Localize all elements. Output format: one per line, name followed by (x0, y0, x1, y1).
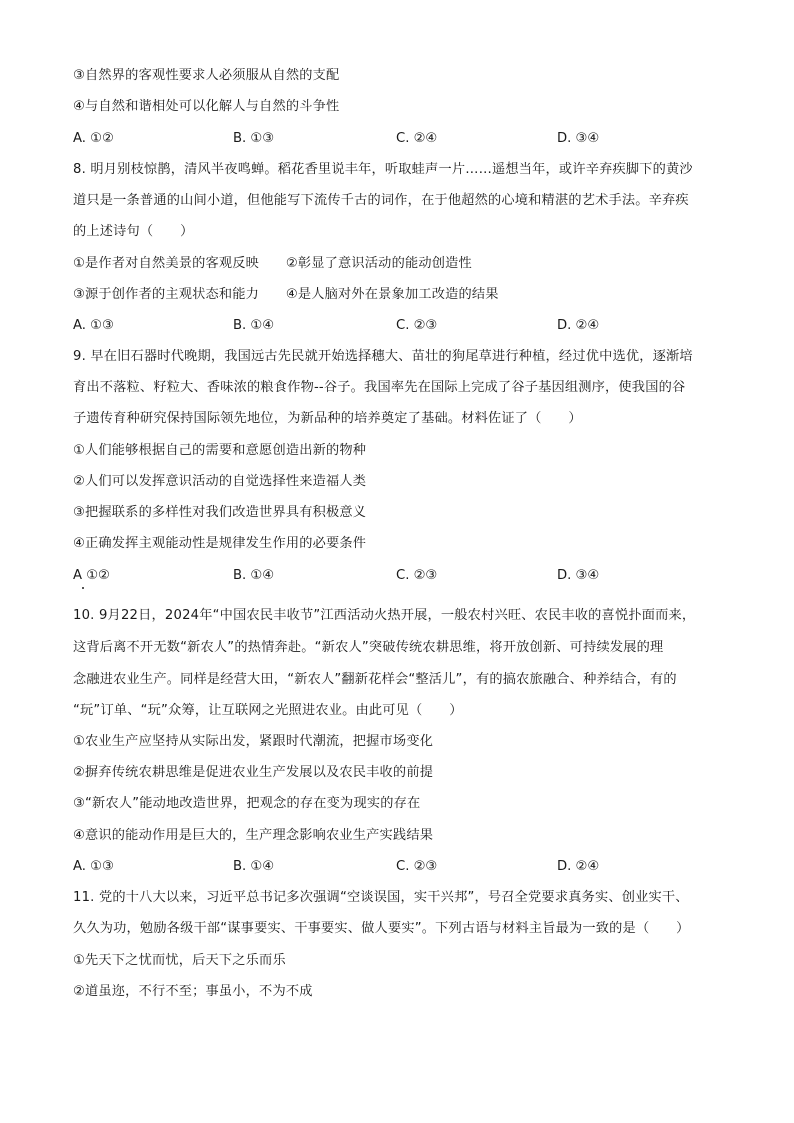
q10-option-a: A. ①③ (73, 859, 114, 874)
q10-item-1: ①农业生产应坚持从实际出发，紧跟时代潮流，把握市场变化 (73, 734, 434, 749)
q8-stem-line-3: 的上述诗句（ ） (73, 224, 194, 239)
q9-item-4: ④正确发挥主观能动性是规律发生作用的必要条件 (73, 536, 367, 551)
q10-item-4: ④意识的能动作用是巨大的，生产理念影响农业生产实践结果 (73, 828, 434, 843)
q7-item-3: ③自然界的客观性要求人必须服从自然的支配 (73, 68, 340, 83)
q10-option-b: B. ①④ (233, 859, 275, 874)
q10-item-3: ③“新农人”能动地改造世界，把观念的存在变为现实的存在 (73, 796, 421, 811)
q9-item-1: ①人们能够根据自己的需要和意愿创造出新的物种 (73, 443, 367, 458)
q8-option-c: C. ②③ (396, 318, 438, 333)
q8-items-row-1: ①是作者对自然美景的客观反映 ②彰显了意识活动的能动创造性 (73, 256, 472, 271)
q8-stem-line-1: 8. 明月别枝惊鹊，清风半夜鸣蝉。稻花香里说丰年，听取蛙声一片……遥想当年，或许辛弃疾脚下的黄沙 (73, 162, 693, 177)
q9-option-b: B. ①④ (233, 568, 275, 583)
q8-option-a: A. ①③ (73, 318, 114, 333)
q8-items-row-2: ③源于创作者的主观状态和能力 ④是人脑对外在景象加工改造的结果 (73, 287, 499, 302)
q11-stem-line-1: 11. 党的十八大以来，习近平总书记多次强调“空谈误国，实干兴邦”，号召全党要求真务实、创业实干、 (73, 890, 689, 905)
q7-option-c: C. ②④ (396, 131, 438, 146)
q7-option-b: B. ①③ (233, 131, 275, 146)
q9-option-a: A ①② (73, 568, 110, 583)
q7-option-a: A. ①② (73, 131, 114, 146)
q9-stem-line-2: 育出不落粒、籽粒大、香味浓的粮食作物--谷子。我国率先在国际上完成了谷子基因组测序，使我国的谷 (73, 380, 686, 395)
q9-stem-line-1: 9. 早在旧石器时代晚期，我国远古先民就开始选择穗大、苗壮的狗尾草进行种植，经过优中选优，逐渐培 (73, 349, 693, 364)
q9-item-2: ②人们可以发挥意识活动的自觉选择性来造福人类 (73, 474, 367, 489)
q10-stem-line-1: 10. 9月22日，2024年“中国农民丰收节”江西活动火热开展，一般农村兴旺、农民丰收的喜悦扑面而来， (73, 608, 696, 623)
q9-option-d: D. ③④ (557, 568, 600, 583)
q7-item-4: ④与自然和谐相处可以化解人与自然的斗争性 (73, 99, 340, 114)
q8-stem-line-2: 道只是一条普通的山间小道，但他能写下流传千古的词作，在于他超然的心境和精湛的艺术手法。辛弃疾 (73, 193, 689, 208)
q10-stem-line-4: “玩”订单、“玩”众筹，让互联网之光照进农业。由此可见（ ） (73, 703, 463, 718)
q10-option-d: D. ②④ (557, 859, 600, 874)
q11-item-2: ②道虽迩，不行不至；事虽小，不为不成 (73, 984, 313, 999)
q7-option-d: D. ③④ (557, 131, 600, 146)
q8-option-b: B. ①④ (233, 318, 275, 333)
q9-item-3: ③把握联系的多样性对我们改造世界具有积极意义 (73, 505, 367, 520)
q9-option-c: C. ②③ (396, 568, 438, 583)
q11-item-1: ①先天下之忧而忧，后天下之乐而乐 (73, 953, 286, 968)
q10-option-c: C. ②③ (396, 859, 438, 874)
q10-stem-line-2: 这背后离不开无数“新农人”的热情奔赴。“新农人”突破传统农耕思维，将开放创新、可持续发展的理 (73, 640, 664, 655)
q11-stem-line-2: 久久为功，勉励各级干部“谋事要实、干事要实、做人要实”。下列古语与材料主旨最为一致的是（ ） (73, 921, 690, 936)
q10-stem-line-3: 念融进农业生产。同样是经营大田，“新农人”翻新花样会“整活儿”，有的搞农旅融合、种养结合，有的 (73, 672, 677, 687)
q9-stem-line-3: 子遗传育种研究保持国际领先地位，为新品种的培养奠定了基础。材料佐证了（ ） (73, 411, 582, 426)
stray-dot-mark (82, 587, 84, 589)
q8-option-d: D. ②④ (557, 318, 600, 333)
q10-item-2: ②摒弃传统农耕思维是促进农业生产发展以及农民丰收的前提 (73, 765, 434, 780)
